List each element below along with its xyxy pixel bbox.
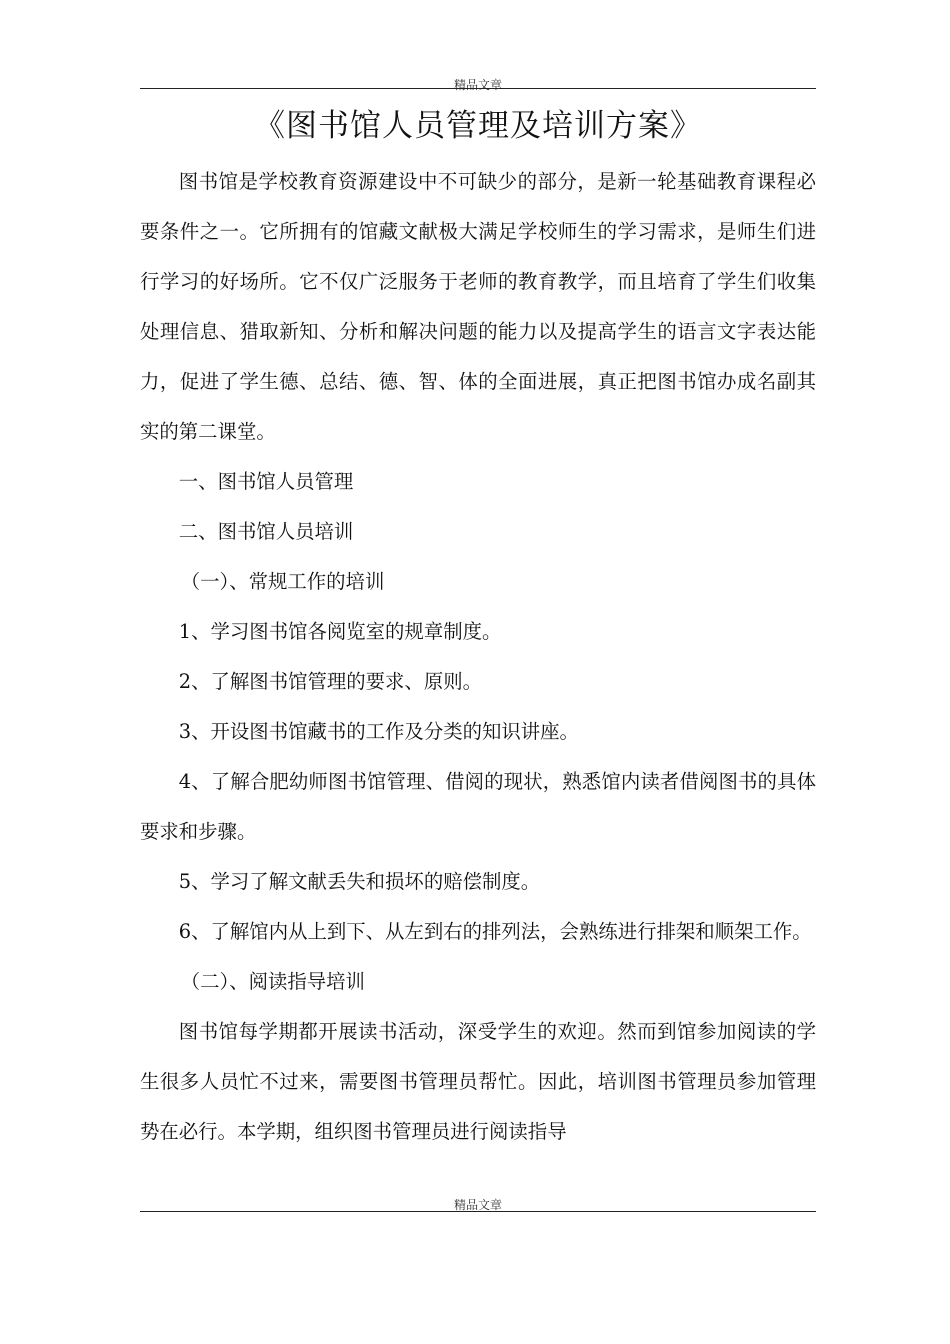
- document-body: [140, 157, 816, 1157]
- document-title: 《图书馆人员管理及培训方案》: [254, 108, 702, 144]
- intro-paragraph: 图书馆是学校教育资源建设中不可缺少的部分，是新一轮基础教育课程必要条件之一。它所拥有的馆藏文献极大满足学校师生的学习需求，是师生们进行学习的好场所。它不仅广泛服务于老师的教育教学，而且培育了学生们收集处理信息、猎取新知、分析和解决问题的能力以及提高学生的语言文字表达能力，促进了学生德、总结、德、智、体的全面进展，真正把图书馆办成名副其实的第二课堂。: [140, 170, 816, 443]
- list-item: 4、了解合肥幼师图书馆管理、借阅的现状，熟悉馆内读者借阅图书的具体要求和步骤。: [140, 770, 816, 843]
- list-item: 6、了解馆内从上到下、从左到右的排列法，会熟练进行排架和顺架工作。: [178, 920, 812, 943]
- header-rule: [140, 88, 816, 89]
- subsection-heading-reading: （二）、阅读指导培训: [180, 970, 365, 993]
- list-item: 3、开设图书馆藏书的工作及分类的知识讲座。: [178, 720, 579, 743]
- reading-paragraph: 图书馆每学期都开展读书活动，深受学生的欢迎。然而到馆参加阅读的学生很多人员忙不过来，需要图书管理员帮忙。因此，培训图书管理员参加管理势在必行。本学期，组织图书管理员进行阅读指导: [140, 1020, 816, 1143]
- section-heading-training: 二、图书馆人员培训: [178, 520, 354, 543]
- subsection-heading-routine: （一）、常规工作的培训: [180, 570, 385, 593]
- page-header-label: 精品文章: [453, 78, 502, 92]
- section-heading-management: 一、图书馆人员管理: [178, 470, 354, 493]
- page-footer-label: 精品文章: [453, 1198, 502, 1212]
- list-item: 1、学习图书馆各阅览室的规章制度。: [178, 620, 502, 643]
- list-item: 5、学习了解文献丢失和损坏的赔偿制度。: [178, 870, 541, 893]
- list-item: 2、了解图书馆管理的要求、原则。: [178, 670, 482, 693]
